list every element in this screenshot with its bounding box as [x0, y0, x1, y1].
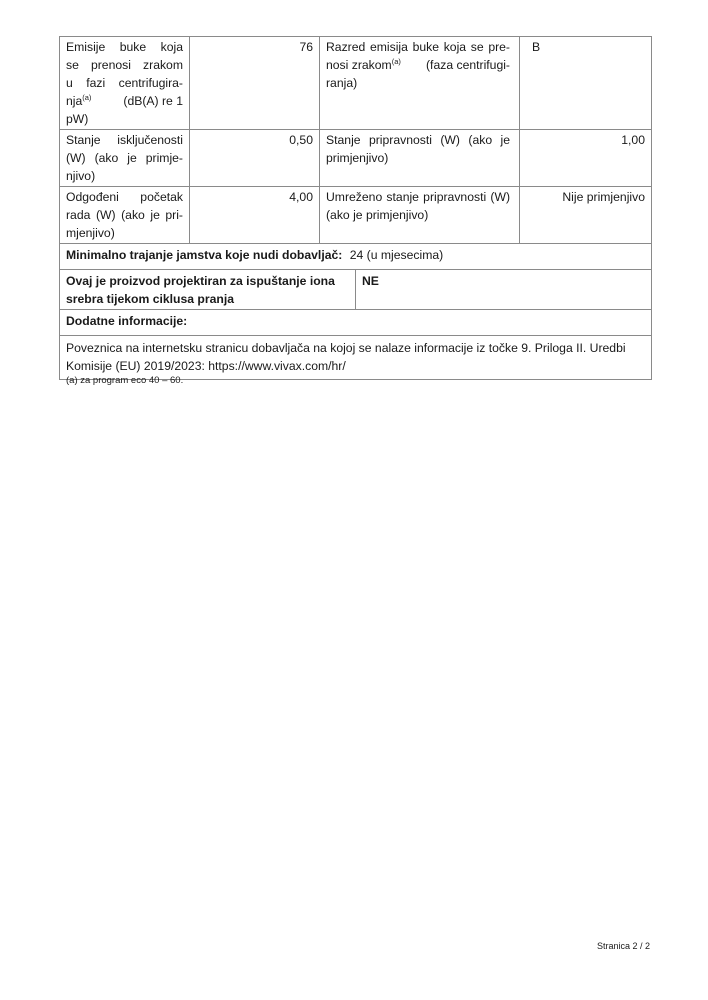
silver-row: [60, 270, 652, 310]
table-row: [60, 310, 652, 336]
noise-emission-line-6: pW): [66, 112, 89, 126]
warranty-value: 24 (u mjesecima): [349, 248, 444, 262]
additional-info-label: Dodatne informacije:: [60, 310, 652, 336]
networked-standby-label: Umreženo stanje pripravnosti (W) (ako je primjenjivo): [320, 187, 520, 244]
table-row: [60, 37, 652, 130]
noise-emission-value: 76: [190, 37, 320, 130]
product-info-table: [59, 36, 652, 380]
table-row: [60, 270, 652, 310]
off-mode-label: Stanje isključenosti (W) (ako je primje- njivo): [60, 130, 190, 187]
silver-label: Ovaj je proizvod projektiran za ispuštanje iona srebra tijekom ciklusa pranja: [60, 270, 356, 309]
footnote-marker: (a): [82, 93, 92, 102]
page-number: Stranica 2 / 2: [596, 941, 650, 951]
noise-emission-label: [60, 37, 190, 130]
supplier-link-text: Poveznica na internetsku stranicu dobavljača na kojoj se nalaze informacije iz točke 9. Priloga II. Uredbi Komisije (EU) 2019/2023: https://www.vivax.com/hr/: [60, 336, 652, 380]
noise-emission-line-2: se prenosi zrakom: [66, 58, 183, 72]
delay-start-label: Odgođeni početak rada (W) (ako je pri- mjenjivo): [60, 187, 190, 244]
noise-class-line-1: Razred emisija buke koja se pre-: [326, 40, 510, 54]
warranty-row: [60, 244, 652, 270]
table-row: [60, 336, 652, 380]
table-row: [60, 244, 652, 270]
silver-value: NE: [362, 274, 379, 288]
table-row: [60, 130, 652, 187]
standby-value: 1,00: [520, 130, 652, 187]
noise-emission-line-1: Emisije buke koja: [66, 40, 183, 54]
noise-class-value: B: [520, 37, 652, 130]
noise-emission-unit: (dB(A) re 1: [123, 94, 183, 108]
noise-emission-line-4: nja: [66, 94, 83, 108]
networked-standby-value: Nije primjenjivo: [520, 187, 652, 244]
noise-emission-line-3: u fazi centrifugira-: [66, 76, 183, 90]
standby-label: Stanje pripravnosti (W) (ako je primjenjivo): [320, 130, 520, 187]
noise-class-label: [320, 37, 520, 130]
warranty-label: Minimalno trajanje jamstva koje nudi dobavljač:: [66, 248, 343, 262]
footnote-marker: (a): [391, 57, 401, 66]
delay-start-value: 4,00: [190, 187, 320, 244]
noise-class-line-2b: (faza centrifugi-: [426, 58, 510, 72]
noise-class-line-3: ranja): [326, 76, 358, 90]
table-row: [60, 187, 652, 244]
off-mode-value: 0,50: [190, 130, 320, 187]
noise-class-line-2: nosi zrakom: [326, 58, 392, 72]
footnote: (a) za program eco 40 – 60.: [66, 375, 184, 386]
